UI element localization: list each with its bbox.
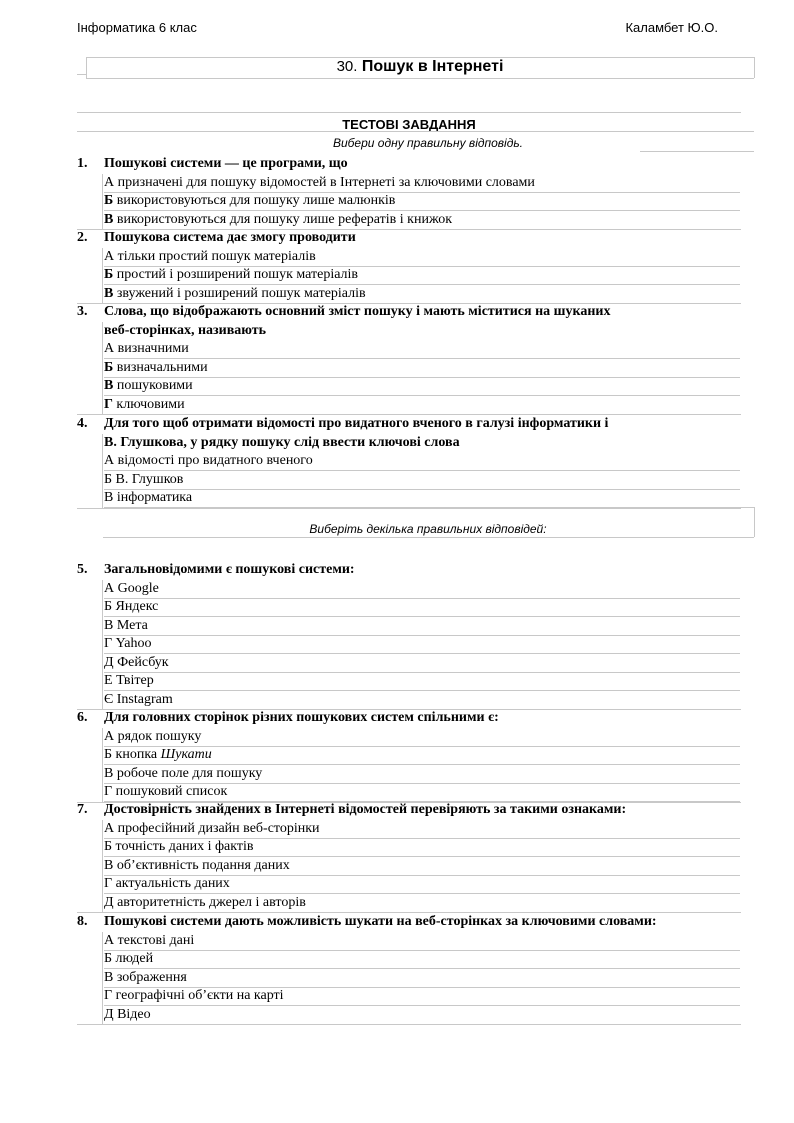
option-text: пошуковими bbox=[116, 378, 193, 393]
option-letter: Б bbox=[104, 839, 113, 854]
option-text: професійний дизайн веб-сторінки bbox=[117, 820, 320, 836]
question-number: 4. bbox=[77, 416, 88, 431]
answer-option bbox=[104, 729, 201, 745]
option-text: Google bbox=[117, 580, 159, 596]
option-text-italic: Шукати bbox=[160, 747, 212, 762]
option-letter: Г bbox=[104, 988, 113, 1003]
section-rule bbox=[77, 112, 741, 113]
answer-option bbox=[104, 766, 262, 782]
answer-option bbox=[104, 212, 452, 228]
question-text: Достовірність знайдених в Інтернеті відомостей перевіряють за такими ознаками: bbox=[104, 802, 627, 817]
option-text: Instagram bbox=[116, 691, 173, 707]
option-letter: Г bbox=[104, 876, 113, 891]
option-text: звужений і розширений пошук матеріалів bbox=[116, 285, 366, 301]
question-text: Для головних сторінок різних пошукових систем спільними є: bbox=[104, 710, 499, 725]
question-rule bbox=[77, 912, 741, 913]
option-text: використовуються для пошуку лише рефератів і книжок bbox=[116, 211, 453, 227]
answer-option bbox=[104, 581, 159, 597]
instruction-single: Вибери одну правильну відповідь. bbox=[333, 136, 523, 150]
option-text: Яндекс bbox=[115, 599, 159, 614]
question-border bbox=[102, 434, 103, 509]
option-letter: В bbox=[104, 617, 114, 633]
answer-option bbox=[104, 618, 148, 634]
question-rule bbox=[77, 414, 741, 415]
question-rule bbox=[77, 508, 741, 509]
option-letter: Б bbox=[104, 267, 114, 282]
option-text: авторитетність джерел і авторів bbox=[117, 894, 306, 910]
option-rule bbox=[104, 489, 740, 490]
option-text: точність даних і фактів bbox=[115, 839, 254, 854]
answer-option bbox=[104, 784, 227, 800]
option-text: Твітер bbox=[116, 673, 154, 688]
question-number: 2. bbox=[77, 230, 88, 245]
title-frame-bottom bbox=[86, 78, 754, 79]
option-letter: А bbox=[104, 932, 115, 948]
option-rule bbox=[104, 950, 740, 951]
option-letter: В bbox=[104, 490, 114, 505]
option-letter: В bbox=[104, 969, 114, 985]
option-rule bbox=[104, 377, 740, 378]
answer-option bbox=[104, 747, 212, 763]
header-subject: Інформатика 6 клас bbox=[77, 20, 197, 35]
question-border bbox=[102, 174, 103, 230]
section-rule bbox=[103, 537, 754, 538]
option-text: простий і розширений пошук матеріалів bbox=[116, 267, 359, 282]
answer-option bbox=[104, 267, 358, 283]
section-rule bbox=[740, 507, 755, 508]
option-text: ключовими bbox=[116, 396, 185, 412]
option-text: пошуковий список bbox=[115, 784, 228, 799]
option-rule bbox=[104, 690, 740, 691]
header-author: Каламбет Ю.О. bbox=[625, 20, 718, 35]
question-number: 1. bbox=[77, 156, 88, 171]
option-text: визначними bbox=[117, 341, 189, 356]
option-letter: Е bbox=[104, 673, 113, 688]
option-text: текстові дані bbox=[117, 932, 195, 948]
option-text: географічні об’єкти на карті bbox=[115, 988, 284, 1003]
answer-option bbox=[104, 655, 169, 671]
option-letter: Д bbox=[104, 894, 114, 910]
question-border bbox=[102, 820, 103, 913]
question-text: веб-сторінках, називають bbox=[104, 322, 267, 338]
answer-option bbox=[104, 839, 254, 855]
answer-option bbox=[104, 988, 284, 1004]
answer-option bbox=[104, 193, 395, 209]
option-letter: Б bbox=[104, 193, 114, 208]
question-border bbox=[102, 248, 103, 304]
answer-option bbox=[104, 286, 366, 302]
option-text: актуальність даних bbox=[115, 876, 230, 891]
question-border bbox=[102, 932, 103, 1025]
option-rule bbox=[104, 616, 740, 617]
question-text: Загальновідомими є пошукові системи: bbox=[104, 562, 355, 577]
title-frame-right bbox=[754, 57, 755, 78]
answer-option bbox=[104, 858, 290, 874]
answer-option bbox=[104, 895, 306, 911]
answer-option bbox=[104, 673, 154, 689]
answer-option bbox=[104, 933, 194, 949]
question-text: Пошукові системи дають можливість шукати на веб-сторінках за ключовими словами: bbox=[104, 914, 657, 929]
answer-option bbox=[104, 1007, 151, 1023]
option-rule bbox=[104, 635, 740, 636]
answer-option bbox=[104, 360, 208, 376]
question-number: 3. bbox=[77, 304, 88, 319]
question-border bbox=[102, 322, 103, 415]
answer-option bbox=[104, 970, 187, 986]
tests-heading: ТЕСТОВІ ЗАВДАННЯ bbox=[342, 117, 476, 132]
section-rule bbox=[77, 131, 754, 132]
answer-option bbox=[104, 397, 185, 413]
option-text: Відео bbox=[117, 1006, 151, 1022]
question-text: Пошукові системи — це програми, що bbox=[104, 156, 348, 171]
option-letter: В bbox=[104, 285, 114, 301]
title-text: Пошук в Інтернеті bbox=[361, 58, 504, 75]
question-text: Для того щоб отримати відомості про видатного вченого в галузі інформатики і bbox=[104, 416, 609, 431]
question-rule bbox=[77, 1024, 741, 1025]
option-text: людей bbox=[115, 951, 154, 966]
option-letter: Д bbox=[104, 654, 114, 670]
option-letter: В bbox=[104, 857, 114, 873]
question-border bbox=[102, 580, 103, 710]
option-rule bbox=[104, 1005, 740, 1006]
question-number: 6. bbox=[77, 710, 88, 725]
option-text: призначені для пошуку відомостей в Інтернеті за ключовими словами bbox=[117, 174, 535, 190]
option-letter: Г bbox=[104, 396, 113, 412]
option-text: об’єктивність подання даних bbox=[116, 857, 290, 873]
option-rule bbox=[104, 395, 740, 396]
option-text: зображення bbox=[116, 969, 187, 985]
question-number: 5. bbox=[77, 562, 88, 577]
option-letter: В bbox=[104, 211, 114, 227]
answer-option bbox=[104, 876, 230, 892]
option-letter: А bbox=[104, 341, 115, 356]
option-letter: А bbox=[104, 580, 115, 596]
question-text: В. Глушкова, у рядку пошуку слід ввести ключові слова bbox=[104, 434, 460, 450]
option-letter: Г bbox=[104, 784, 113, 799]
option-rule bbox=[104, 470, 740, 471]
option-text: Yahoo bbox=[115, 636, 152, 651]
option-letter: А bbox=[104, 728, 115, 744]
answer-option bbox=[104, 249, 316, 265]
option-rule bbox=[104, 653, 740, 654]
option-letter: В bbox=[104, 378, 114, 393]
option-rule bbox=[104, 968, 740, 969]
question-border bbox=[102, 728, 103, 803]
question-text: Пошукова система дає змогу проводити bbox=[104, 230, 356, 245]
option-letter: Є bbox=[104, 691, 114, 707]
option-text: В. Глушков bbox=[115, 471, 184, 487]
answer-option bbox=[104, 599, 158, 615]
option-letter: А bbox=[104, 453, 115, 468]
option-letter: Б bbox=[104, 747, 113, 762]
answer-option bbox=[104, 378, 193, 394]
instruction-multiple: Виберіть декілька правильних відповідей: bbox=[309, 522, 547, 536]
option-letter: Б bbox=[104, 359, 114, 375]
option-text: тільки простий пошук матеріалів bbox=[117, 248, 316, 264]
option-text: інформатика bbox=[116, 490, 193, 505]
option-letter: Д bbox=[104, 1006, 114, 1022]
option-letter: В bbox=[104, 765, 114, 781]
option-text: рядок пошуку bbox=[117, 728, 202, 744]
option-text: Фейсбук bbox=[117, 654, 169, 670]
section-rule bbox=[640, 151, 754, 152]
option-rule bbox=[104, 672, 740, 673]
answer-option bbox=[104, 490, 192, 506]
option-letter: А bbox=[104, 248, 115, 264]
option-letter: А bbox=[104, 174, 115, 190]
option-text: визначальними bbox=[116, 359, 208, 375]
section-rule bbox=[754, 507, 755, 537]
title-number: 30. bbox=[336, 58, 358, 75]
answer-option bbox=[104, 453, 313, 469]
option-text: кнопка bbox=[115, 747, 161, 762]
answer-option bbox=[104, 951, 153, 967]
option-rule bbox=[104, 598, 740, 599]
option-text: відомості про видатного вченого bbox=[117, 453, 313, 468]
answer-option bbox=[104, 341, 189, 357]
answer-option bbox=[104, 472, 183, 488]
question-text: Слова, що відображають основний зміст пошуку і мають міститися на шуканих bbox=[104, 304, 611, 319]
answer-option bbox=[104, 821, 320, 837]
option-letter: Б bbox=[104, 951, 113, 966]
option-letter: Б bbox=[104, 599, 113, 614]
answer-option bbox=[104, 692, 173, 708]
question-number: 8. bbox=[77, 914, 88, 929]
option-letter: А bbox=[104, 820, 115, 836]
option-text: Мета bbox=[116, 617, 148, 633]
option-letter: Г bbox=[104, 636, 113, 651]
option-text: використовуються для пошуку лише малюнків bbox=[116, 193, 396, 208]
answer-option bbox=[104, 175, 535, 191]
page-title bbox=[86, 58, 754, 76]
answer-option bbox=[104, 636, 152, 652]
question-number: 7. bbox=[77, 802, 88, 817]
option-text: робоче поле для пошуку bbox=[116, 765, 263, 781]
option-letter: Б bbox=[104, 471, 113, 487]
